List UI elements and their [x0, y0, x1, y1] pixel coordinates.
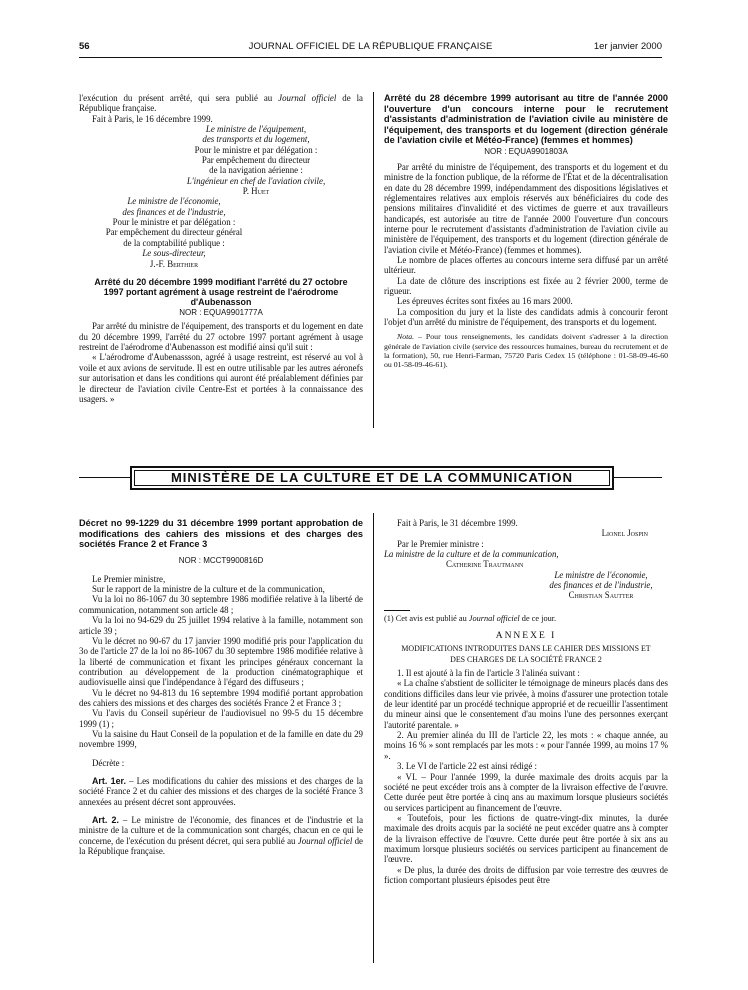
- arrete-paragraph: La composition du jury et la liste des candidats admis à concourir feront l'objet d'un arrêté du ministre de l'équipement, des transports et du logement.: [384, 306, 668, 328]
- ministre-line: La ministre de la culture et de la communication,: [384, 549, 559, 560]
- page-number: 56: [79, 41, 90, 52]
- visa-paragraph: Vu l'avis du Conseil supérieur de l'audiovisuel no 99-5 du 15 décembre 1999 (1) ;: [79, 708, 363, 729]
- article-2: Art. 2. – Le ministre de l'économie, des finances et de l'industrie et la ministre de la culture et de la communication sont chargés, chacun en ce qui le concerne, de l'exécution du présent décret, qui sera publié au Journal officiel de la République française.: [79, 815, 364, 857]
- visa-paragraph: Vu la loi no 86-1067 du 30 septembre 1986 modifiée relative à la liberté de communication, notamment son article 48 ;: [79, 594, 363, 615]
- annexe-paragraph: 3. Le VI de l'article 22 est ainsi rédigé :: [397, 761, 537, 772]
- arrete-paragraph: Le nombre de places offertes au concours interne sera diffusé par un arrêté ultérieur.: [384, 255, 668, 276]
- nor-reference: NOR : EQUA9901777A: [179, 308, 263, 318]
- nota-note: Nota. – Pour tous renseignements, les candidats doivent s'adresser à la direction générale de l'aviation civile (service des ressources humaines, bureau du recrutement et de la formation), 50, rue Henri-Farman, 75720 Paris Cedex 15 (téléphone : 01-58-09-46-60 ou 01-58-09-46-61).: [384, 332, 668, 370]
- arrete-title: Arrêté du 20 décembre 1999 modifiant l'arrêté du 27 octobre 1997 portant agrément à usage restreint de l'aérodrome d'Aubenasson: [94, 276, 348, 308]
- decrete-line: Décrète :: [92, 757, 125, 768]
- execution-paragraph: l'exécution du présent arrêté, qui sera publié au Journal officiel de la République française.: [79, 93, 363, 114]
- arrete-paragraph: Par arrêté du ministre de l'équipement, des transports et du logement en date du 20 décembre 1999, l'arrêté du 27 octobre 1997 portant agrément à usage restreint de l'aérodrome d'Aubenasson est modifié ainsi qu'il suit :: [79, 321, 363, 353]
- top-right-column: [384, 93, 668, 370]
- par-line: Par le Premier ministre :: [397, 538, 484, 549]
- nor-reference: NOR : MCCT9900816D: [178, 555, 264, 565]
- issue-date: 1er janvier 2000: [593, 41, 662, 52]
- bottom-left-column: [79, 518, 363, 856]
- bottom-right-column: [384, 518, 668, 885]
- signature-block-1: Le ministre de l'équipement, des transports et du logement, Pour le ministre et par délégation : Par empêchement du directeur de la navigation aérienne : L'ingénieur en chef de l'aviation civile, P. Huet: [79, 124, 363, 196]
- visa-paragraph: Sur le rapport de la ministre de la culture et de la communication,: [92, 584, 325, 595]
- visa-paragraph: Vu la loi no 94-629 du 25 juillet 1994 relative à la famille, notamment son article 39 ;: [79, 615, 363, 636]
- signatory-name: Lionel Jospin: [601, 528, 648, 539]
- header-rule: [79, 57, 662, 58]
- page-header: [79, 41, 662, 55]
- annexe-paragraph: 2. Au premier alinéa du III de l'article 22, les mots : « chaque année, au moins 16 % » sont remplacés par les mots : « pour l'année 1999, au moins 17 % ».: [384, 730, 668, 761]
- journal-title: JOURNAL OFFICIEL DE LA RÉPUBLIQUE FRANÇAISE: [248, 41, 493, 52]
- nor-reference: NOR : EQUA9901803A: [484, 146, 568, 156]
- visa-paragraph: Le Premier ministre,: [92, 573, 166, 584]
- signatory-name: Catherine Trautmann: [446, 559, 524, 570]
- arrete-paragraph: Les épreuves écrites sont fixées au 16 mars 2000.: [397, 296, 573, 307]
- annexe-paragraph: 1. Il est ajouté à la fin de l'article 3 l'alinéa suivant :: [397, 668, 580, 679]
- annexe-paragraph: « VI. – Pour l'année 1999, la durée maximale des droits acquis par la société ne peut excéder trois ans à compter de la livraison effective de l'œuvre. Cette durée peut être portée à cinq ans au maximum lorsque plusieurs sociétés ou services participent au financement de l'œuvre.: [384, 771, 668, 813]
- annexe-subheading: MODIFICATIONS INTRODUITES DANS LE CAHIER DES MISSIONS ET DES CHARGES DE LA SOCIÉTÉ FRANCE 2: [401, 644, 651, 664]
- annexe-paragraph: « La chaîne s'abstient de solliciter le témoignage de mineurs placés dans des conditions difficiles dans leur vie privée, à moins d'assurer une protection totale de leur identité par un procédé technique approprié et de recueillir l'assentiment du mineur ainsi que le consentement d'au moins l'une des personnes exerçant l'autorité parentale. »: [384, 678, 668, 730]
- column-divider-top: [373, 92, 374, 428]
- visa-paragraph: Vu le décret no 90-67 du 17 janvier 1990 modifié pris pour l'application du 3o de l'article 27 de la loi no 86-1067 du 30 septembre 1986 modifiée relative à la liberté de communication et fixant les principes généraux concernant la contribution au développement de la production cinématographique et audiovisuelle ainsi que l'indépendance à l'égard des diffuseurs ;: [79, 635, 363, 688]
- fait-line: Fait à Paris, le 31 décembre 1999.: [397, 518, 518, 528]
- ministry-banner: MINISTÈRE DE LA CULTURE ET DE LA COMMUNICATION: [130, 466, 614, 490]
- fait-line: Fait à Paris, le 16 décembre 1999.: [92, 113, 213, 124]
- decret-title: Décret no 99-1229 du 31 décembre 1999 portant approbation de modifications des cahiers des missions et des charges des sociétés France 2 et France 3: [79, 518, 363, 550]
- top-left-column: [79, 93, 363, 404]
- footnote-rule: [384, 610, 410, 611]
- banner-rule-left: [79, 477, 130, 478]
- visa-paragraph: Vu le décret no 94-813 du 16 septembre 1994 modifié portant approbation des cahiers des missions et des charges des sociétés France 2 et France 3 ;: [79, 687, 363, 708]
- arrete-paragraph: Par arrêté du ministre de l'équipement, des transports et du logement et du ministre de la fonction publique, de la réforme de l'État et de la décentralisation en date du 28 décembre 1999, indépendamment des dispositions législatives et réglementaires relatives aux emplois réservés aux bénéficiaires du code des pensions militaires d'invalidité et des victimes de guerre et aux travailleurs handicapés, est autorisée au titre de l'année 2000 l'ouverture d'un concours interne pour le recrutement d'assistants d'administration de l'aviation civile au ministère de l'équipement, des transports et du logement (direction générale de l'aviation civile et Météo-France) (femmes et hommes).: [384, 161, 668, 255]
- arrete-title: Arrêté du 28 décembre 1999 autorisant au titre de l'année 2000 l'ouverture d'un concours interne pour le recrutement d'assistants d'administration de l'aviation civile au ministère de l'équipement, des transports et du logement (direction générale de l'aviation civile et Météo-France) (femmes et hommes): [384, 93, 668, 146]
- signatory-name: P. Huet: [242, 186, 270, 197]
- annexe-paragraph: « Toutefois, pour les fictions de quatre-vingt-dix minutes, la durée maximale des droits acquis par la société ne peut excéder quatre ans à compter de la livraison effective de l'œuvre. Cette durée peut être portée à six ans au maximum lorsque plusieurs sociétés ou services participent au financement de l'œuvre.: [384, 812, 668, 865]
- annexe-heading: ANNEXE I: [495, 631, 557, 642]
- visa-paragraph: Vu la saisine du Haut Conseil de la population et de la famille en date du 29 novembre 1999,: [79, 728, 363, 750]
- signatory-name: J.-F. Berthier: [149, 258, 199, 269]
- arrete-paragraph: La date de clôture des inscriptions est fixée au 2 février 2000, terme de rigueur.: [384, 275, 668, 297]
- column-divider-bottom: [373, 513, 374, 963]
- signature-block-eco: Le ministre de l'économie, des finances et de l'industrie, Christian Sautter: [384, 570, 668, 601]
- arrete-paragraph: « L'aérodrome d'Aubenassson, agréé à usage restreint, est réservé au vol à voile et aux avions de servitude. Il est en outre utilisable par les autres aéronefs sur autorisation et dans les conditions qui auront été préalablement définies par le directeur de l'aviation civile Centre-Est et portées à la connaissance des usagers. »: [79, 352, 363, 404]
- annexe-paragraph: « De plus, la durée des droits de diffusion par voie terrestre des œuvres de fiction comportant plusieurs épisodes peut être: [384, 864, 668, 885]
- footnote: (1) Cet avis est publié au Journal officiel de ce jour.: [384, 613, 557, 623]
- signature-block-2: Le ministre de l'économie, des finances et de l'industrie, Pour le ministre et par délégation : Par empêchement du directeur général de la comptabilité publique : Le sous-directeur, J.-F. Berthier: [79, 196, 269, 268]
- article-1: Art. 1er. – Les modifications du cahier des missions et des charges de la société France 2 et du cahier des missions et des charges de la société France 3 annexées au présent décret sont approuvées.: [79, 775, 363, 807]
- banner-rule-right: [614, 477, 662, 478]
- signatory-name: Christian Sautter: [568, 590, 634, 601]
